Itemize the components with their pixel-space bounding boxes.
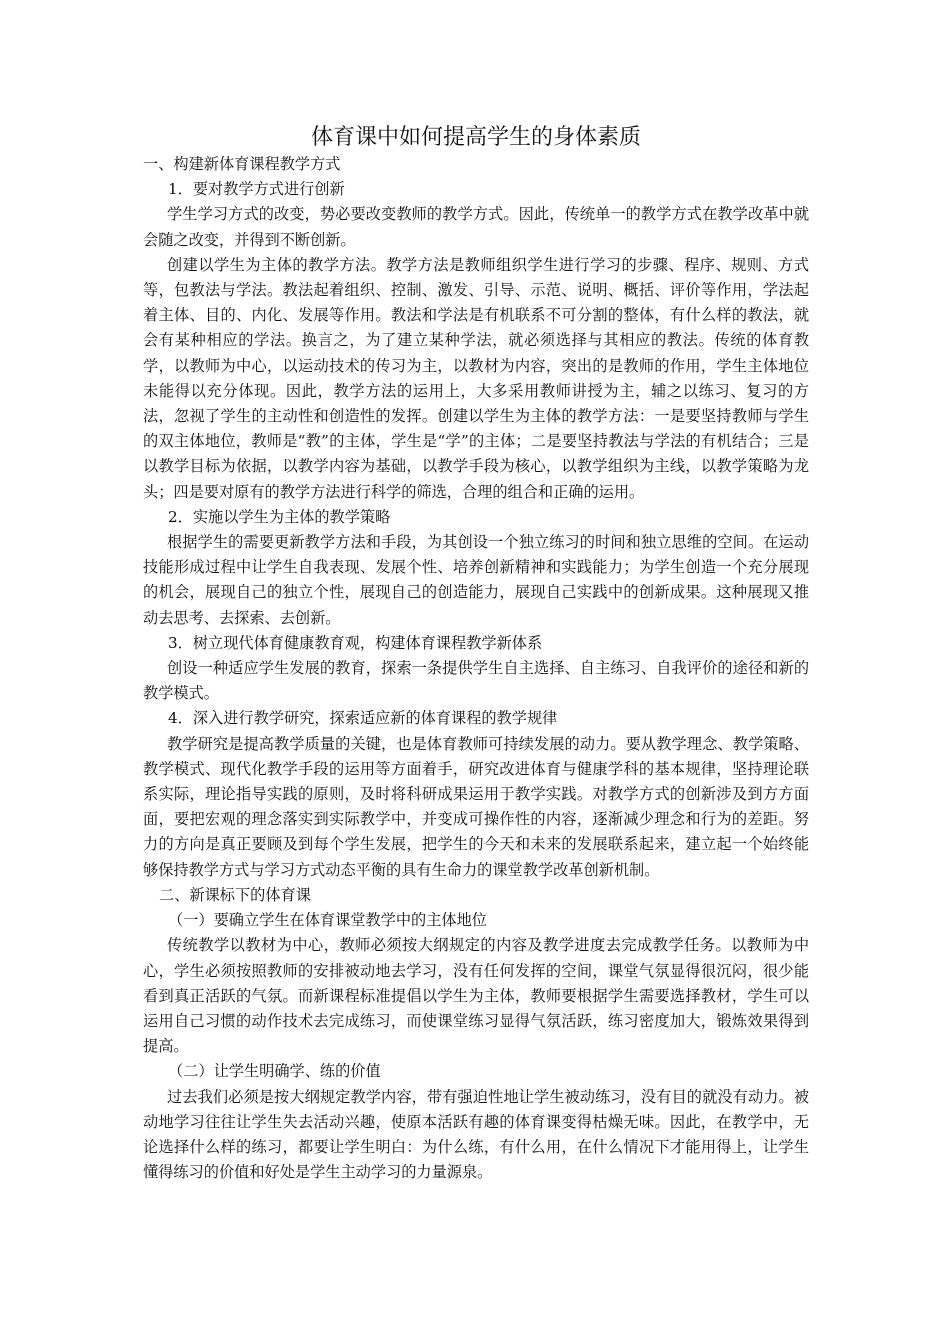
section-heading: 二、新课标下的体育课 (159, 885, 311, 904)
subsection-heading: 1．要对教学方式进行创新 (168, 180, 345, 199)
section-1 (143, 152, 809, 883)
paragraph: 创设一种适应学生发展的教育，探索一条提供学生自主选择、自主练习、自我评价的途径和新的教学模式。 (143, 659, 809, 703)
paragraph: 传统教学以教材为中心，教师必须按大纲规定的内容及教学进度去完成教学任务。以教师为中心，学生必须按照教师的安排被动地去学习，没有任何发挥的空间，课堂气氛显得很沉闷，很少能看到真正活跃的气氛。而新课程标准提倡以学生为主体，教师要根据学生需要选择教材，学生可以运用自己习惯的动作技术去完成练习，而使课堂练习显得气氛活跃，练习密度加大，锻炼效果得到提高。 (143, 936, 809, 1056)
paragraph: 教学研究是提高教学质量的关键，也是体育教师可持续发展的动力。要从教学理念、教学策略、教学模式、现代化教学手段的运用等方面着手，研究改进体育与健康学科的基本规律，坚持理论联系实际，理论指导实践的原则，及时将科研成果运用于教学实践。对教学方式的创新涉及到方方面面，要把宏观的理念落实到实际教学中，并变成可操作性的内容，逐渐减少理念和行为的差距。努力的方向是真正要顾及到每个学生发展，把学生的今天和未来的发展联系起来，建立起一个始终能够保持教学方式与学习方式动态平衡的具有生命力的课堂教学改革创新机制。 (143, 734, 809, 879)
paragraph: 过去我们必须是按大纲规定教学内容，带有强迫性地让学生被动练习，没有目的就没有动力。被动地学习往往让学生失去活动兴趣，使原本活跃有趣的体育课变得枯燥无味。因此，在教学中，无论选择什么样的练习，都要让学生明白：为什么练，有什么用，在什么情况下才能用得上，让学生懂得练习的价值和好处是学生主动学习的力量源泉。 (143, 1087, 809, 1182)
paragraph: 根据学生的需要更新教学方法和手段，为其创设一个独立练习的时间和独立思维的空间。在运动技能形成过程中让学生自我表现、发展个性、培养创新精神和实践能力；为学生创造一个充分展现的机会，展现自己的独立个性，展现自己的创造能力，展现自己实践中的创新成果。这种展现又推动去思考、去探索、去创新。 (143, 533, 809, 627)
subsection-heading: 4．深入进行教学研究，探索适应新的体育课程的教学规律 (168, 709, 558, 728)
subsection-heading: 3．树立现代体育健康教育观，构建体育课程教学新体系 (168, 633, 543, 652)
document-page (143, 124, 809, 1185)
section-heading: 一、构建新体育课程教学方式 (143, 155, 341, 173)
subsection-heading: （二）让学生明确学、练的价值 (168, 1062, 381, 1081)
document-title: 体育课中如何提高学生的身体素质 (310, 125, 641, 150)
section-2 (143, 883, 809, 1185)
subsection-heading: 2．实施以学生为主体的教学策略 (168, 507, 391, 526)
paragraph: 学生学习方式的改变，势必要改变教师的教学方式。因此，传统单一的教学方式在教学改革中就会随之改变，并得到不断创新。 (143, 205, 809, 249)
paragraph: 创建以学生为主体的教学方法。教学方法是教师组织学生进行学习的步骤、程序、规则、方式等，包教法与学法。教法起着组织、控制、激发、引导、示范、说明、概括、评价等作用，学法起着主体、目的、内化、发展等作用。教法和学法是有机联系不可分割的整体，有什么样的教法，就会有某种相应的学法。换言之，为了建立某种学法，就必须选择与其相应的教法。传统的体育教学，以教师为中心，以运动技术的传习为主，以教材为内容，突出的是教师的作用，学生主体地位未能得以充分体现。因此，教学方法的运用上，大多采用教师讲授为主，辅之以练习、复习的方法，忽视了学生的主动性和创造性的发挥。创建以学生为主体的教学方法：一是要坚持教师与学生的双主体地位，教师是“教”的主体，学生是“学”的主体；二是要坚持教法与学法的有机结合；三是以教学目标为依据，以教学内容为基础，以教学手段为核心，以教学组织为主线，以教学策略为龙头；四是要对原有的教学方法进行科学的筛选，合理的组合和正确的运用。 (143, 255, 809, 501)
subsection-heading: （一）要确立学生在体育课堂教学中的主体地位 (168, 911, 487, 930)
